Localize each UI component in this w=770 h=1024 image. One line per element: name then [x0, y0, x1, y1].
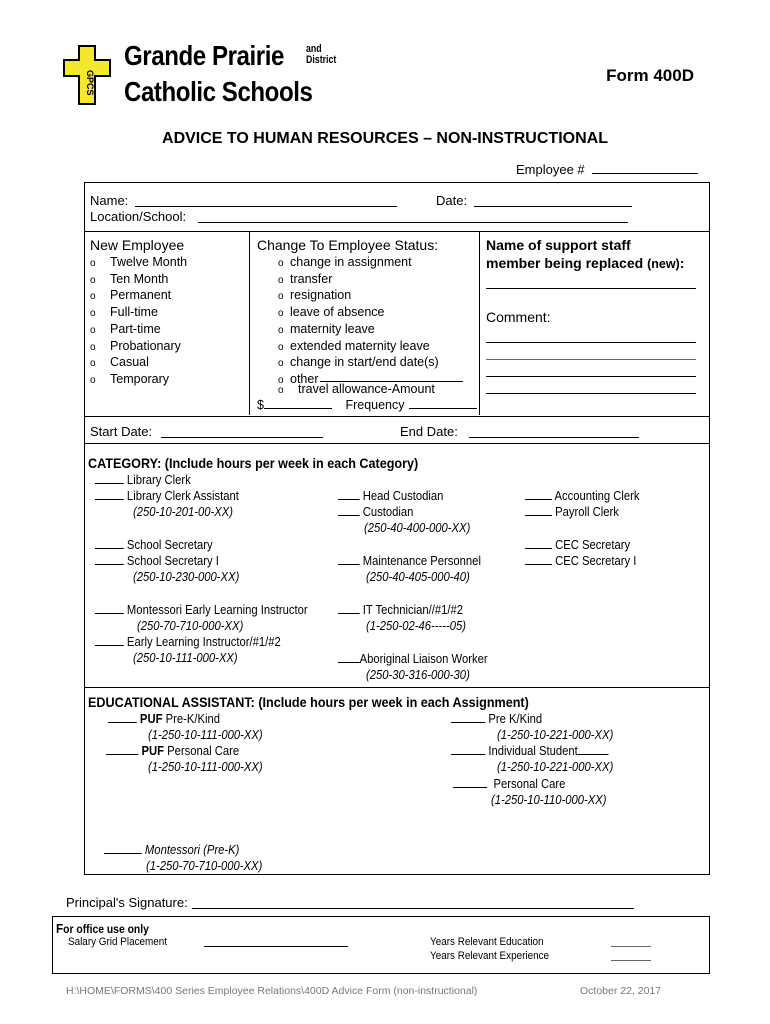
years-experience-label: Years Relevant Experience [430, 950, 550, 962]
name-input-line[interactable] [135, 193, 397, 207]
replaced-heading-text: member being replaced [486, 255, 644, 271]
change-status-heading: Change To Employee Status: [257, 237, 439, 253]
bullet-icon: o [278, 274, 284, 286]
montessori-option[interactable] [104, 843, 239, 857]
bullet-icon: o [90, 274, 96, 286]
change-status-option[interactable] [278, 288, 439, 305]
location-label: Location/School: [90, 209, 187, 224]
org-and-district [306, 44, 336, 66]
puf-prek-option[interactable] [108, 712, 220, 726]
new-employee-option-label: Probationary [110, 338, 181, 353]
new-employee-option-label: Casual [110, 355, 149, 370]
office-heading-f: F [56, 921, 64, 936]
new-employee-option[interactable] [90, 339, 187, 356]
change-status-option[interactable] [278, 255, 439, 272]
library-clerk-assistant-option[interactable] [95, 489, 239, 503]
replaced-new-tag: (new) [647, 257, 680, 271]
bullet-icon: o [90, 308, 96, 320]
cec-secretary-1-option[interactable] [525, 554, 636, 568]
category-heading: CATEGORY: (Include hours per week in each Category) [88, 455, 419, 471]
bullet-icon: o [278, 358, 284, 370]
change-status-option-label: maternity leave [290, 321, 375, 336]
puf-personal-care-label: Personal Care [167, 744, 240, 758]
years-experience-line[interactable] [611, 948, 651, 961]
payroll-clerk-label: Payroll Clerk [555, 505, 619, 519]
montessori-code: (1-250-70-710-000-XX) [146, 859, 263, 873]
accounting-clerk-option[interactable] [525, 489, 640, 503]
aboriginal-label: Aboriginal Liaison Worker [359, 652, 488, 666]
dollar-label: $ [257, 398, 264, 412]
new-employee-option[interactable] [90, 305, 187, 322]
comment-label: Comment: [486, 309, 551, 325]
org-and: and [306, 43, 322, 55]
org-district: District [306, 54, 337, 66]
end-date-line[interactable] [469, 424, 639, 438]
puf-personal-care-option[interactable] [106, 744, 239, 758]
cec-secretary-label: CEC Secretary [555, 538, 631, 552]
montessori-eli-label: Montessori Early Learning Instructor [126, 603, 308, 617]
pre-k-kind-option[interactable] [451, 712, 542, 726]
change-status-option-label: extended maternity leave [290, 338, 430, 353]
head-custodian-label: Head Custodian [362, 489, 444, 503]
bullet-icon: o [90, 324, 96, 336]
custodian-label: Custodian [362, 505, 414, 519]
frequency-label: Frequency [345, 398, 405, 412]
montessori-label: Montessori (Pre-K) [144, 843, 240, 857]
secretary-code: (250-10-230-000-XX) [133, 570, 240, 584]
salary-grid-label: Salary Grid Placement [68, 936, 168, 948]
comment-line-2[interactable] [486, 347, 696, 360]
bullet-icon: o [278, 385, 284, 396]
bullet-icon: o [90, 358, 96, 370]
salary-grid-line[interactable] [204, 934, 348, 947]
bullet-icon: o [90, 291, 96, 303]
footer-date: October 22, 2017 [580, 985, 662, 997]
ea-personal-care-label: Personal Care [493, 777, 566, 791]
new-employee-option-label: Temporary [110, 371, 170, 386]
ea-heading: EDUCATIONAL ASSISTANT: (Include hours per week in each Assignment) [88, 694, 529, 710]
page-title: ADVICE TO HUMAN RESOURCES – NON-INSTRUCTIONAL [162, 130, 608, 147]
new-employee-option[interactable] [90, 288, 187, 305]
eli-label: Early Learning Instructor/#1/#2 [126, 635, 281, 649]
employee-number-field[interactable] [516, 162, 698, 177]
date-label: Date: [436, 193, 468, 208]
individual-student-code: (1-250-10-221-000-XX) [497, 760, 614, 774]
eli-option[interactable] [95, 635, 281, 649]
footer-path: H:\HOME\FORMS\400 Series Employee Relations\400D Advice Form (non-instructional) [66, 985, 478, 997]
date-input-line[interactable] [474, 193, 632, 207]
bullet-icon: o [278, 308, 284, 320]
name-label: Name: [90, 193, 129, 208]
new-employee-option[interactable] [90, 355, 187, 372]
cec-secretary-option[interactable] [525, 538, 630, 552]
other-input-line[interactable] [320, 369, 463, 382]
org-name-line1: Grande Prairie [124, 40, 284, 71]
new-employee-option[interactable] [90, 255, 187, 272]
it-technician-label: IT Technician//#1/#2 [362, 603, 464, 617]
start-date-line[interactable] [161, 424, 323, 438]
location-input-line[interactable] [198, 209, 628, 223]
replaced-heading-1: Name of support staff [486, 237, 631, 253]
cross-logo-icon [62, 44, 112, 106]
new-employee-option-label: Permanent [110, 288, 172, 303]
new-employee-option-label: Part-time [110, 321, 161, 336]
bullet-icon: o [278, 341, 284, 353]
bullet-icon: o [278, 291, 284, 303]
change-status-option-label: change in start/end date(s) [290, 355, 439, 370]
new-employee-option-label: Full-time [110, 305, 158, 320]
org-name-line2: Catholic Schools [124, 76, 313, 107]
montessori-eli-option[interactable] [95, 603, 308, 617]
change-status-option-label: leave of absence [290, 305, 385, 320]
aboriginal-code: (250-30-316-000-30) [366, 668, 470, 682]
change-status-option[interactable] [278, 272, 439, 289]
comment-line-3[interactable] [486, 364, 696, 377]
maintenance-label: Maintenance Personnel [362, 554, 481, 568]
library-clerk-option[interactable] [95, 473, 191, 487]
new-employee-option-label: Ten Month [110, 271, 169, 286]
employee-number-label: Employee # [516, 162, 585, 177]
it-technician-option[interactable] [338, 603, 463, 617]
new-employee-list [90, 255, 187, 389]
maintenance-option[interactable] [338, 554, 481, 568]
new-employee-option[interactable] [90, 372, 187, 389]
change-status-option[interactable] [278, 339, 439, 356]
travel-allowance-option[interactable] [278, 382, 435, 396]
school-secretary-1-option[interactable] [95, 554, 219, 568]
comment-line-1[interactable] [486, 330, 696, 343]
new-employee-heading: New Employee [90, 237, 185, 253]
pre-k-kind-code: (1-250-10-221-000-XX) [497, 728, 614, 742]
library-code: (250-10-201-00-XX) [133, 505, 234, 519]
maintenance-code: (250-40-405-000-40) [366, 570, 470, 584]
eli-code: (250-10-111-000-XX) [133, 651, 238, 665]
replaced-heading-2 [486, 255, 684, 271]
school-secretary-1-label: School Secretary I [126, 554, 219, 568]
replaced-colon: : [679, 255, 685, 271]
signature-line[interactable] [192, 895, 634, 909]
change-status-option-label: other [290, 371, 319, 386]
new-employee-option[interactable] [90, 322, 187, 339]
cec-secretary-1-label: CEC Secretary I [555, 554, 637, 568]
school-secretary-label: School Secretary [126, 538, 213, 552]
school-secretary-option[interactable] [95, 538, 213, 552]
puf-label-2: PUF [141, 744, 165, 758]
new-employee-option-label: Twelve Month [110, 255, 188, 269]
change-status-option-label: change in assignment [290, 255, 412, 269]
years-education-label: Years Relevant Education [430, 936, 544, 948]
custodian-code: (250-40-400-000-XX) [364, 521, 471, 535]
end-date-label: End Date: [400, 424, 458, 439]
bullet-icon: o [278, 324, 284, 336]
individual-student-option[interactable] [451, 744, 608, 758]
puf-label: PUF [139, 712, 163, 726]
library-clerk-label: Library Clerk [126, 473, 191, 487]
bullet-icon: o [90, 374, 96, 386]
replaced-name-line[interactable] [486, 276, 696, 289]
name-location-box [84, 182, 710, 232]
it-code: (1-250-02-46-----05) [366, 619, 467, 633]
bullet-icon: o [90, 258, 96, 269]
signature-label: Principal's Signature: [66, 895, 188, 910]
puf-prek-code: (1-250-10-111-000-XX) [148, 728, 263, 742]
new-employee-option[interactable] [90, 272, 187, 289]
payroll-clerk-option[interactable] [525, 505, 619, 519]
aboriginal-option[interactable] [338, 652, 488, 666]
change-status-option-label: transfer [290, 271, 333, 286]
years-education-line[interactable] [611, 934, 651, 947]
change-status-option-label: resignation [290, 288, 352, 303]
library-clerk-assistant-label: Library Clerk Assistant [126, 489, 239, 503]
custodian-option[interactable] [338, 505, 413, 519]
head-custodian-option[interactable] [338, 489, 443, 503]
montessori-eli-code: (250-70-710-000-XX) [137, 619, 244, 633]
bullet-icon: o [278, 258, 284, 269]
bullet-icon: o [90, 341, 96, 353]
office-heading-rest: or office use only [63, 924, 149, 936]
office-use-heading [56, 921, 149, 936]
ea-personal-care-option[interactable] [453, 777, 565, 791]
amount-frequency-row [257, 398, 477, 412]
change-status-option[interactable] [278, 305, 439, 322]
change-status-option[interactable] [278, 322, 439, 339]
accounting-clerk-label: Accounting Clerk [554, 489, 640, 503]
puf-personal-care-code: (1-250-10-111-000-XX) [148, 760, 263, 774]
pre-k-kind-label: Pre K/Kind [488, 712, 543, 726]
travel-label: travel allowance-Amount [298, 382, 435, 396]
svg-text:GPCS: GPCS [85, 70, 95, 96]
comment-line-4[interactable] [486, 381, 696, 394]
bullet-icon: o [278, 374, 284, 386]
ea-personal-care-code: (1-250-10-110-000-XX) [491, 793, 607, 807]
individual-student-label: Individual Student [488, 744, 578, 758]
start-date-label: Start Date: [90, 424, 153, 439]
form-number: Form 400D [606, 66, 694, 85]
puf-prek-label: Pre-K/Kind [165, 712, 220, 726]
